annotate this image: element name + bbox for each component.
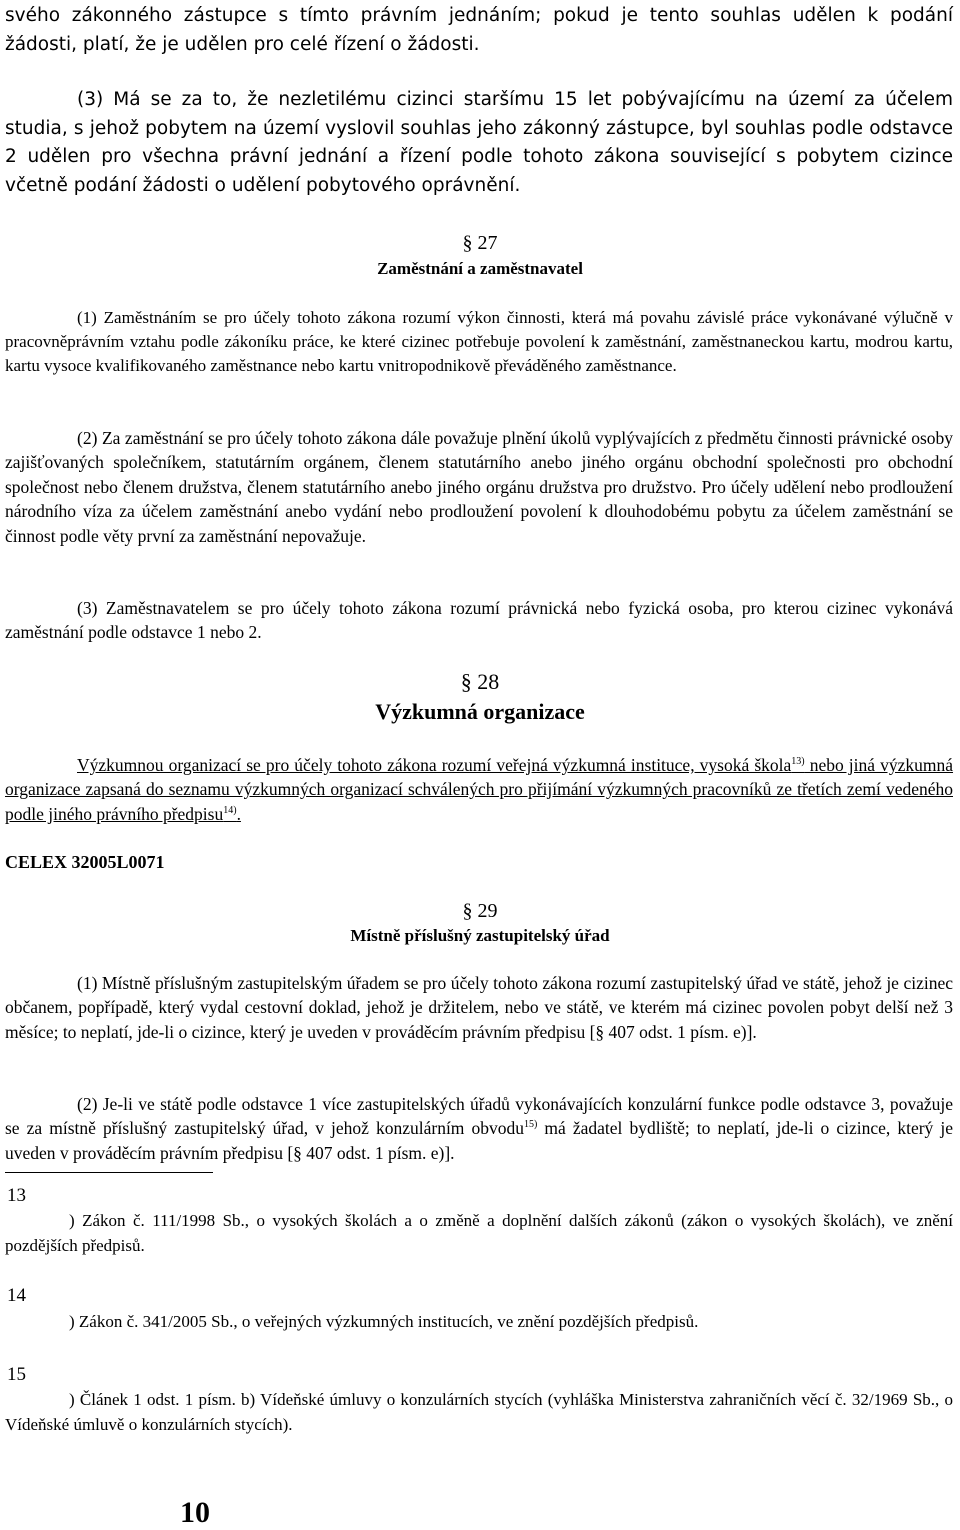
- paragraph-s29-1: (1) Místně příslušným zastupitelským úřadem se pro účely tohoto zákona rozumí zastupitelský úřad ve státě, jehož je cizinec občanem, popřípadě, který vydal cestovní doklad, jehož je držitelem, nebo ve státě, ve kterém má cizinec povolen pobyt delší než 3 měsíce; to neplatí, jde-li o cizince, který je uveden v prováděcím právním předpisu [§ 407 odst. 1 písm. e)].: [5, 973, 953, 1042]
- section-29-title: Místně příslušný zastupitelský úřad: [350, 926, 610, 945]
- section-29-number: § 29: [462, 900, 498, 922]
- section-28-title: Výzkumná organizace: [375, 699, 585, 724]
- paragraph-s26-3: (3) Má se za to, že nezletilému cizinci staršímu 15 let pobývajícímu na území za účelem studia, s jehož pobytem na území vyslovil souhlas jeho zákonný zástupce, byl souhlas podle odstavce 2 udělen pro všechna právní jednání a řízení podle tohoto zákona související s pobytem cizince včetně podání žádosti o udělení pobytového oprávnění.: [5, 89, 953, 196]
- paragraph-s27-3: (3) Zaměstnavatelem se pro účely tohoto zákona rozumí právnická nebo fyzická osoba, pro kterou cizinec vykonává zaměstnání podle odstavce 1 nebo 2.: [5, 598, 953, 643]
- section-28-number: § 28: [460, 669, 500, 694]
- footnote-ref-15[interactable]: 15): [523, 1119, 538, 1131]
- paragraph-s27-2: [5, 426, 953, 548]
- footnote-divider: [5, 1172, 213, 1173]
- footnote-15-text: ) Článek 1 odst. 1 písm. b) Vídeňské úmluvy o konzulárních stycích (vyhláška Ministerstva zahraničních věcí č. 32/1969 Sb., o Vídeňské úmluvě o konzulárních stycích).: [5, 1390, 953, 1434]
- paragraph-intro: svého zákonného zástupce s tímto právním jednáním; pokud je tento souhlas udělen k podání žádosti, platí, že je udělen pro celé řízení o žádosti.: [5, 5, 953, 55]
- footnote-14-number: 14: [7, 1285, 26, 1306]
- page-number: 10: [180, 1496, 210, 1529]
- footnote-15-number: 15: [7, 1364, 26, 1385]
- s29-2-part-a: (2) Je-li ve státě podle odstavce 1 více zastupitelských úřadů vykonávajících konzulární funkce podle odstavce 3, považuje se za místně příslušný zastupitelský úřad, v jehož konzulárním obvodu: [5, 1094, 953, 1139]
- section-27-title: Zaměstnání a zaměstnavatel: [377, 259, 583, 278]
- s27-2-part-b: Pro účely udělení nebo prodloužení národního víza za účelem zaměstnání anebo vydání nebo prodloužení povolení k dlouhodobému pobytu za účelem zaměstnání se činnost podle věty první za zaměstnání nepovažuje.: [5, 476, 953, 546]
- paragraph-s29-2: [5, 1092, 953, 1165]
- s29-2-part-b: má žadatel bydliště; to neplatí, jde-li o cizince, který je uveden v prováděcím právním předpisu [§ 407 odst. 1 písm. e)].: [5, 1118, 953, 1163]
- paragraph-s27-1: (1) Zaměstnáním se pro účely tohoto zákona rozumí výkon činnosti, která má povahu závislé práce vykonávané výlučně v pracovněprávním vztahu podle zákoníku práce, ke které cizinec potřebuje povolení k zaměstnání, zaměstnaneckou kartu, modrou kartu, kartu vysoce kvalifikovaného zaměstnance nebo kartu vnitropodnikově převáděného zaměstnance.: [5, 308, 953, 376]
- section-27-number: § 27: [462, 232, 498, 254]
- footnote-13-text: ) Zákon č. 111/1998 Sb., o vysokých školách a o změně a doplnění dalších zákonů (zákon o vysokých školách), ve znění pozdějších předpisů.: [5, 1211, 953, 1255]
- footnote-ref-14[interactable]: 14): [223, 804, 237, 816]
- footnote-14-text: ) Zákon č. 341/2005 Sb., o veřejných výzkumných institucích, ve znění pozdějších předpisů.: [69, 1312, 699, 1331]
- footnote-13-number: 13: [7, 1185, 26, 1206]
- s28-text-1: Výzkumnou organizací se pro účely tohoto zákona rozumí veřejná výzkumná instituce, vysoká škola: [77, 755, 792, 775]
- s28-text-2: nebo jiná výzkumná organizace zapsaná do seznamu výzkumných organizací schválených pro přijímání výzkumných pracovníků ze třetích zemí vedeného podle jiného právního předpisu: [5, 755, 954, 824]
- s27-2-part-a: (2) Za zaměstnání se pro účely tohoto zákona dále považuje plnění úkolů vyplývajících z předmětu činnosti právnické osoby zajišťovaných společníkem, statutárním orgánem, členem statutárního anebo jiného orgánu obchodní společnosti pro obchodní společnost nebo členem družstva, členem statutárního anebo jiného orgánu družstva pro družstvo.: [5, 428, 953, 497]
- s28-text-3: .: [236, 803, 241, 824]
- celex-reference: CELEX 32005L0071: [5, 852, 165, 872]
- footnote-ref-13[interactable]: 13): [791, 756, 805, 767]
- paragraph-s28: [5, 753, 953, 826]
